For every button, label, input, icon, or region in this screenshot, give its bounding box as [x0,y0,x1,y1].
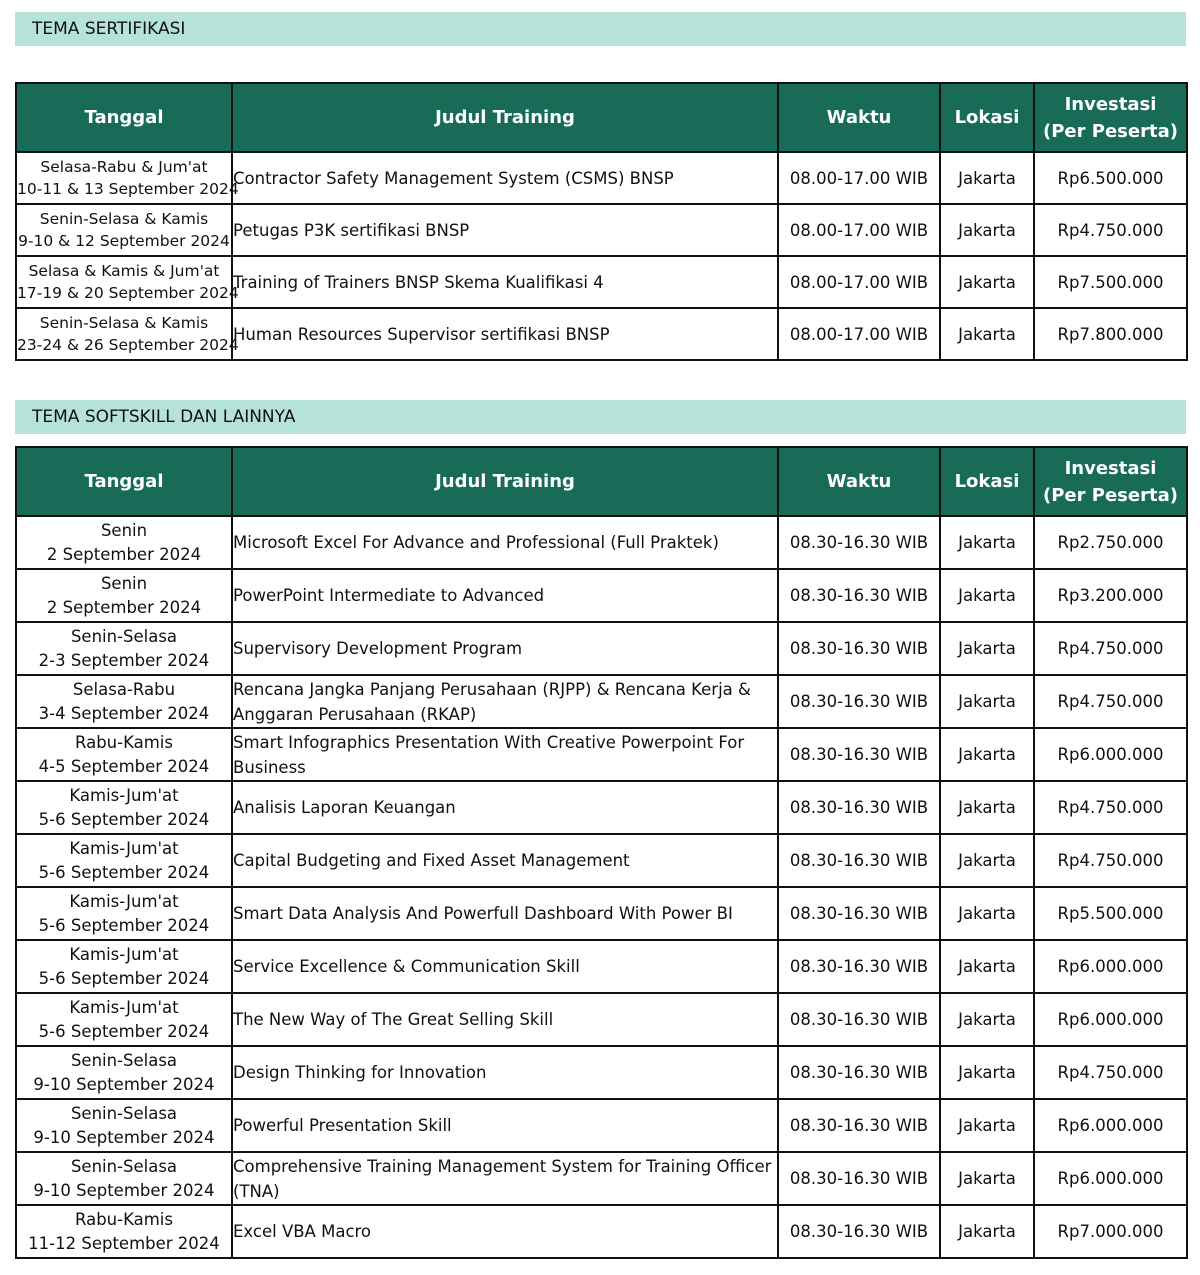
cell-tanggal [16,204,232,256]
cell-lokasi: Jakarta [940,204,1034,256]
cell-investasi: Rp6.000.000 [1034,993,1187,1046]
cell-tanggal-days: Kamis-Jum'at [69,785,179,805]
cell-investasi: Rp6.000.000 [1034,1152,1187,1205]
cell-tanggal-dates: 2 September 2024 [46,597,202,617]
cell-tanggal-dates: 2-3 September 2024 [38,650,210,670]
cell-investasi: Rp4.750.000 [1034,834,1187,887]
header-investasi-line-2: (Per Peserta) [1043,484,1178,506]
cell-tanggal-days: Kamis-Jum'at [69,944,179,964]
cell-tanggal [16,1099,232,1152]
table-header-row [16,447,1187,516]
cell-waktu: 08.30-16.30 WIB [778,675,940,728]
cell-lokasi: Jakarta [940,256,1034,308]
table-row [16,993,1187,1046]
table-header-row [16,83,1187,152]
schedule-table-softskill [15,446,1188,1259]
table-row [16,256,1187,308]
cell-lokasi: Jakarta [940,152,1034,204]
cell-lokasi: Jakarta [940,675,1034,728]
section-title-text: TEMA SOFTSKILL DAN LAINNYA [32,407,296,427]
cell-tanggal [16,675,232,728]
cell-investasi: Rp4.750.000 [1034,675,1187,728]
cell-judul-training: Petugas P3K sertifikasi BNSP [232,204,778,256]
cell-lokasi: Jakarta [940,728,1034,781]
cell-judul-training: Analisis Laporan Keuangan [232,781,778,834]
cell-tanggal-days: Senin-Selasa [70,1103,178,1123]
cell-judul-training: Powerful Presentation Skill [232,1099,778,1152]
cell-tanggal-days: Selasa & Kamis & Jum'at [28,262,220,280]
table-row [16,308,1187,360]
table-row [16,622,1187,675]
cell-tanggal-dates: 4-5 September 2024 [38,756,210,776]
table-row [16,516,1187,569]
cell-waktu: 08.30-16.30 WIB [778,516,940,569]
cell-tanggal-days: Kamis-Jum'at [69,997,179,1017]
cell-investasi: Rp6.000.000 [1034,1099,1187,1152]
cell-tanggal-days: Selasa-Rabu [72,679,176,699]
cell-tanggal-dates: 2 September 2024 [46,544,202,564]
cell-judul-training: Training of Trainers BNSP Skema Kualifikasi 4 [232,256,778,308]
header-lokasi: Lokasi [940,83,1034,152]
cell-investasi: Rp6.000.000 [1034,940,1187,993]
cell-tanggal-dates: 9-10 September 2024 [33,1074,215,1094]
cell-lokasi: Jakarta [940,569,1034,622]
cell-tanggal [16,308,239,360]
cell-tanggal-dates: 9-10 September 2024 [33,1180,215,1200]
cell-tanggal-days: Senin [100,520,148,540]
table-row [16,569,1187,622]
header-tanggal: Tanggal [16,447,232,516]
cell-tanggal-dates: 9-10 September 2024 [33,1127,215,1147]
cell-investasi: Rp4.750.000 [1034,781,1187,834]
cell-waktu: 08.00-17.00 WIB [778,152,940,204]
cell-tanggal-days: Rabu-Kamis [75,732,173,752]
cell-waktu: 08.30-16.30 WIB [778,940,940,993]
cell-tanggal [16,781,232,834]
cell-waktu: 08.30-16.30 WIB [778,1099,940,1152]
cell-tanggal-dates: 9-10 & 12 September 2024 [18,232,230,250]
cell-waktu: 08.30-16.30 WIB [778,622,940,675]
cell-tanggal-days: Rabu-Kamis [75,1209,173,1229]
cell-tanggal [16,622,232,675]
cell-judul-training: Smart Infographics Presentation With Creative Powerpoint For Business [232,728,778,781]
cell-tanggal-days: Senin-Selasa & Kamis [39,210,209,228]
table-row [16,1205,1187,1258]
cell-tanggal [16,1205,232,1258]
table-row [16,728,1187,781]
cell-tanggal-days: Senin-Selasa [70,1156,178,1176]
cell-waktu: 08.00-17.00 WIB [778,308,940,360]
section-title-text: TEMA SERTIFIKASI [32,19,186,39]
schedule-table-sertifikasi [15,82,1188,361]
cell-tanggal-dates: 5-6 September 2024 [38,809,210,829]
cell-lokasi: Jakarta [940,781,1034,834]
cell-tanggal [16,993,232,1046]
header-tanggal: Tanggal [16,83,232,152]
cell-waktu: 08.30-16.30 WIB [778,834,940,887]
cell-tanggal-days: Senin [100,573,148,593]
cell-investasi: Rp4.750.000 [1034,1046,1187,1099]
cell-tanggal [16,569,232,622]
cell-investasi: Rp7.500.000 [1034,256,1187,308]
cell-waktu: 08.30-16.30 WIB [778,993,940,1046]
cell-tanggal-dates: 5-6 September 2024 [38,1021,210,1041]
cell-judul-training: Contractor Safety Management System (CSMS) BNSP [232,152,778,204]
header-investasi-line-1: Investasi [1064,457,1157,479]
cell-judul-training: Excel VBA Macro [232,1205,778,1258]
cell-tanggal [16,940,232,993]
header-judul-training: Judul Training [232,447,778,516]
cell-tanggal [16,728,232,781]
cell-investasi: Rp2.750.000 [1034,516,1187,569]
cell-tanggal-dates: 5-6 September 2024 [38,915,210,935]
cell-waktu: 08.30-16.30 WIB [778,1205,940,1258]
table-row [16,887,1187,940]
cell-tanggal-dates: 11-12 September 2024 [28,1233,220,1253]
cell-tanggal-days: Selasa-Rabu & Jum'at [40,158,208,176]
cell-tanggal-dates: 3-4 September 2024 [38,703,210,723]
cell-tanggal [16,1152,232,1205]
table-row [16,834,1187,887]
cell-lokasi: Jakarta [940,1205,1034,1258]
cell-judul-training: Rencana Jangka Panjang Perusahaan (RJPP) & Rencana Kerja & Anggaran Perusahaan (RKAP) [232,675,778,728]
cell-waktu: 08.30-16.30 WIB [778,1152,940,1205]
cell-waktu: 08.00-17.00 WIB [778,204,940,256]
cell-investasi: Rp6.000.000 [1034,728,1187,781]
cell-tanggal [16,887,232,940]
cell-lokasi: Jakarta [940,887,1034,940]
header-lokasi: Lokasi [940,447,1034,516]
cell-investasi: Rp7.800.000 [1034,308,1187,360]
cell-tanggal [16,516,232,569]
cell-investasi: Rp3.200.000 [1034,569,1187,622]
header-judul-training: Judul Training [232,83,778,152]
cell-judul-training: Smart Data Analysis And Powerfull Dashboard With Power BI [232,887,778,940]
header-investasi [1034,447,1187,516]
cell-judul-training: Service Excellence & Communication Skill [232,940,778,993]
cell-tanggal-dates: 10-11 & 13 September 2024 [17,180,239,198]
cell-investasi: Rp5.500.000 [1034,887,1187,940]
cell-lokasi: Jakarta [940,308,1034,360]
header-investasi [1034,83,1187,152]
cell-waktu: 08.30-16.30 WIB [778,781,940,834]
cell-tanggal-days: Kamis-Jum'at [69,891,179,911]
cell-judul-training: Supervisory Development Program [232,622,778,675]
cell-tanggal-days: Senin-Selasa [70,1050,178,1070]
header-investasi-line-2: (Per Peserta) [1043,120,1178,142]
cell-lokasi: Jakarta [940,622,1034,675]
cell-lokasi: Jakarta [940,516,1034,569]
cell-lokasi: Jakarta [940,1099,1034,1152]
cell-tanggal-dates: 5-6 September 2024 [38,862,210,882]
cell-waktu: 08.30-16.30 WIB [778,569,940,622]
cell-tanggal-days: Senin-Selasa & Kamis [39,314,209,332]
cell-judul-training: PowerPoint Intermediate to Advanced [232,569,778,622]
cell-tanggal-dates: 5-6 September 2024 [38,968,210,988]
cell-judul-training: Human Resources Supervisor sertifikasi BNSP [232,308,778,360]
table-row [16,152,1187,204]
table-row [16,781,1187,834]
cell-tanggal [16,1046,232,1099]
table-row [16,1152,1187,1205]
cell-tanggal-dates: 17-19 & 20 September 2024 [17,284,239,302]
cell-judul-training: The New Way of The Great Selling Skill [232,993,778,1046]
cell-lokasi: Jakarta [940,1046,1034,1099]
cell-tanggal-days: Kamis-Jum'at [69,838,179,858]
header-investasi-line-1: Investasi [1064,93,1157,115]
cell-lokasi: Jakarta [940,940,1034,993]
table-row [16,940,1187,993]
table-row [16,675,1187,728]
cell-tanggal-days: Senin-Selasa [70,626,178,646]
cell-tanggal [16,152,239,204]
cell-tanggal [16,834,232,887]
cell-lokasi: Jakarta [940,1152,1034,1205]
section-title-sertifikasi [15,12,1186,46]
cell-investasi: Rp4.750.000 [1034,622,1187,675]
table-row [16,1046,1187,1099]
cell-lokasi: Jakarta [940,993,1034,1046]
table-row [16,1099,1187,1152]
header-waktu: Waktu [778,447,940,516]
cell-judul-training: Comprehensive Training Management System for Training Officer (TNA) [232,1152,778,1205]
cell-waktu: 08.30-16.30 WIB [778,728,940,781]
cell-investasi: Rp7.000.000 [1034,1205,1187,1258]
cell-tanggal-dates: 23-24 & 26 September 2024 [17,336,239,354]
cell-investasi: Rp6.500.000 [1034,152,1187,204]
cell-judul-training: Microsoft Excel For Advance and Professional (Full Praktek) [232,516,778,569]
section-title-softskill [15,400,1186,434]
cell-waktu: 08.30-16.30 WIB [778,1046,940,1099]
table-row [16,204,1187,256]
cell-lokasi: Jakarta [940,834,1034,887]
cell-judul-training: Design Thinking for Innovation [232,1046,778,1099]
cell-judul-training: Capital Budgeting and Fixed Asset Management [232,834,778,887]
cell-tanggal [16,256,239,308]
header-waktu: Waktu [778,83,940,152]
cell-investasi: Rp4.750.000 [1034,204,1187,256]
cell-waktu: 08.00-17.00 WIB [778,256,940,308]
cell-waktu: 08.30-16.30 WIB [778,887,940,940]
